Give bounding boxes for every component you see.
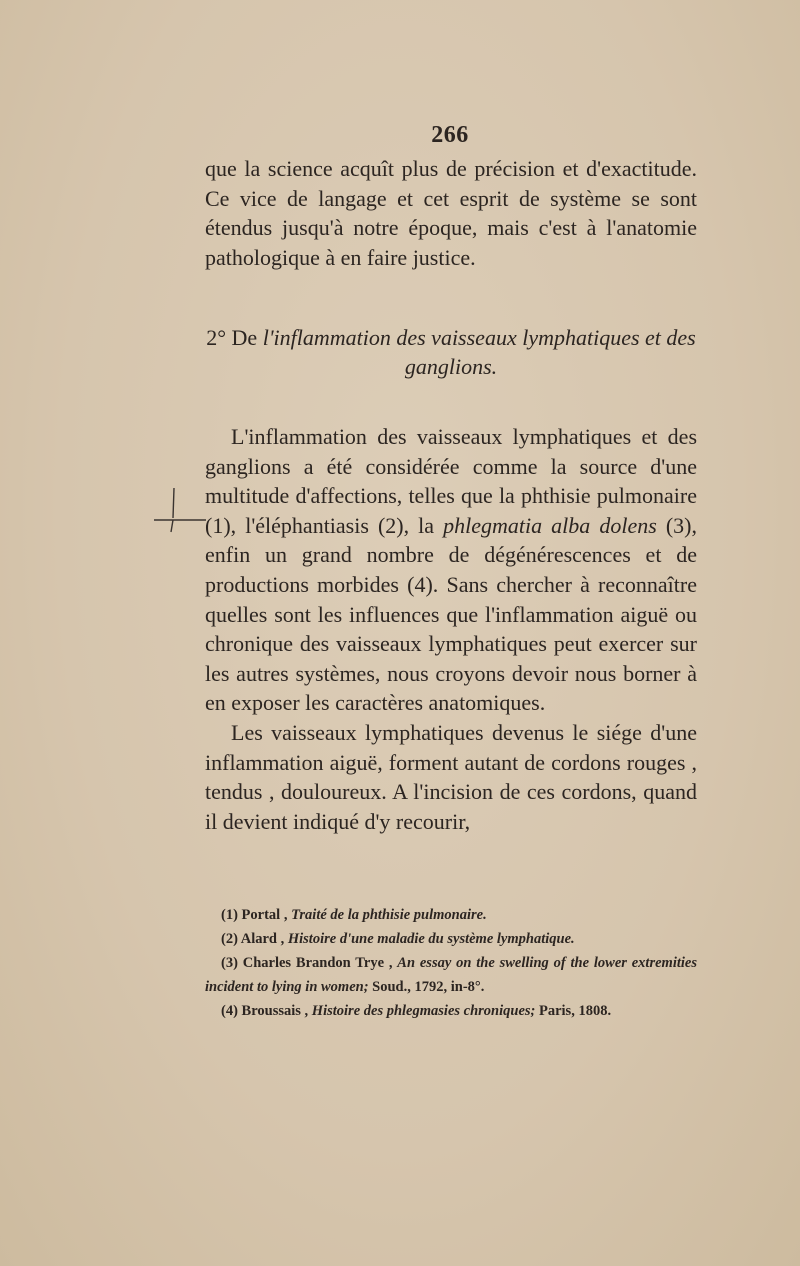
continuation-paragraph-block [205, 154, 697, 272]
footnote-1-marker: (1) [221, 907, 242, 923]
footnote-1-work: Traité de la phthisie pulmonaire. [291, 907, 487, 923]
paragraph-1-part-2: (3), enfin un grand nombre de dégénérescences et de productions morbides (4). Sans chercher à reconnaître quelles sont les influences que l'inflammation aiguë ou chronique des vaisseaux lymphatiques peut exercer sur les autres systèmes, nous croyons devoir nous borner à en exposer les caractères anatomiques. [205, 512, 697, 716]
footnote-3-rest: Soud., 1792, in-8°. [368, 979, 485, 995]
footnote-4-rest: Paris, 1808. [535, 1003, 612, 1019]
footnote-4-work: Histoire des phlegmasies chroniques; [311, 1003, 536, 1019]
footnote-2-marker: (2) [221, 931, 241, 947]
footnote-2 [205, 927, 697, 951]
page-number: 266 [431, 122, 469, 148]
paragraph-inflammation-sources [205, 422, 697, 718]
footnotes [205, 903, 697, 1023]
footnote-2-author: Alard , [240, 931, 288, 947]
footnote-1 [205, 903, 697, 927]
continuation-paragraph: que la science acquît plus de précision et d'exactitude. Ce vice de langage et cet esprit de système se sont étendus jusqu'à notre époque, mais c'est à l'anatomie pathologique à en faire justice. [205, 156, 697, 270]
section-heading-number: 2° De [206, 325, 263, 350]
main-text-block [205, 422, 697, 836]
footnote-2-work: Histoire d'une maladie du système lymphatique. [287, 931, 575, 947]
footnote-3-author: Charles Brandon Trye , [242, 955, 398, 971]
paragraph-1-part-1: L'inflammation des vaisseaux lymphatiques et des ganglions a été considérée comme la source d'une multitude d'affections, telles que la phthisie pulmonaire (1), l'éléphantiasis (2), la [205, 424, 697, 538]
paragraph-1-term: phlegmatia alba dolens [443, 512, 657, 538]
pencil-margin-mark [152, 484, 208, 534]
section-heading [205, 323, 697, 381]
footnote-3-marker: (3) [221, 955, 243, 971]
paragraph-acute-inflammation: Les vaisseaux lymphatiques devenus le siége d'une inflammation aiguë, forment autant de cordons rouges , tendus , douloureux. A l'incision de ces cordons, quand il devient indiqué d'y recourir, [205, 719, 697, 834]
footnote-4-marker: (4) [221, 1003, 242, 1019]
footnote-3-work: An essay on the swelling of the lower extremities incident to lying in women; [205, 955, 697, 995]
footnote-4 [205, 999, 697, 1023]
footnote-3 [205, 951, 697, 999]
section-heading-title: l'inflammation des vaisseaux lymphatiques et des ganglions. [262, 325, 696, 379]
footnote-1-author: Portal , [241, 907, 292, 923]
footnote-4-author: Broussais , [241, 1003, 312, 1019]
